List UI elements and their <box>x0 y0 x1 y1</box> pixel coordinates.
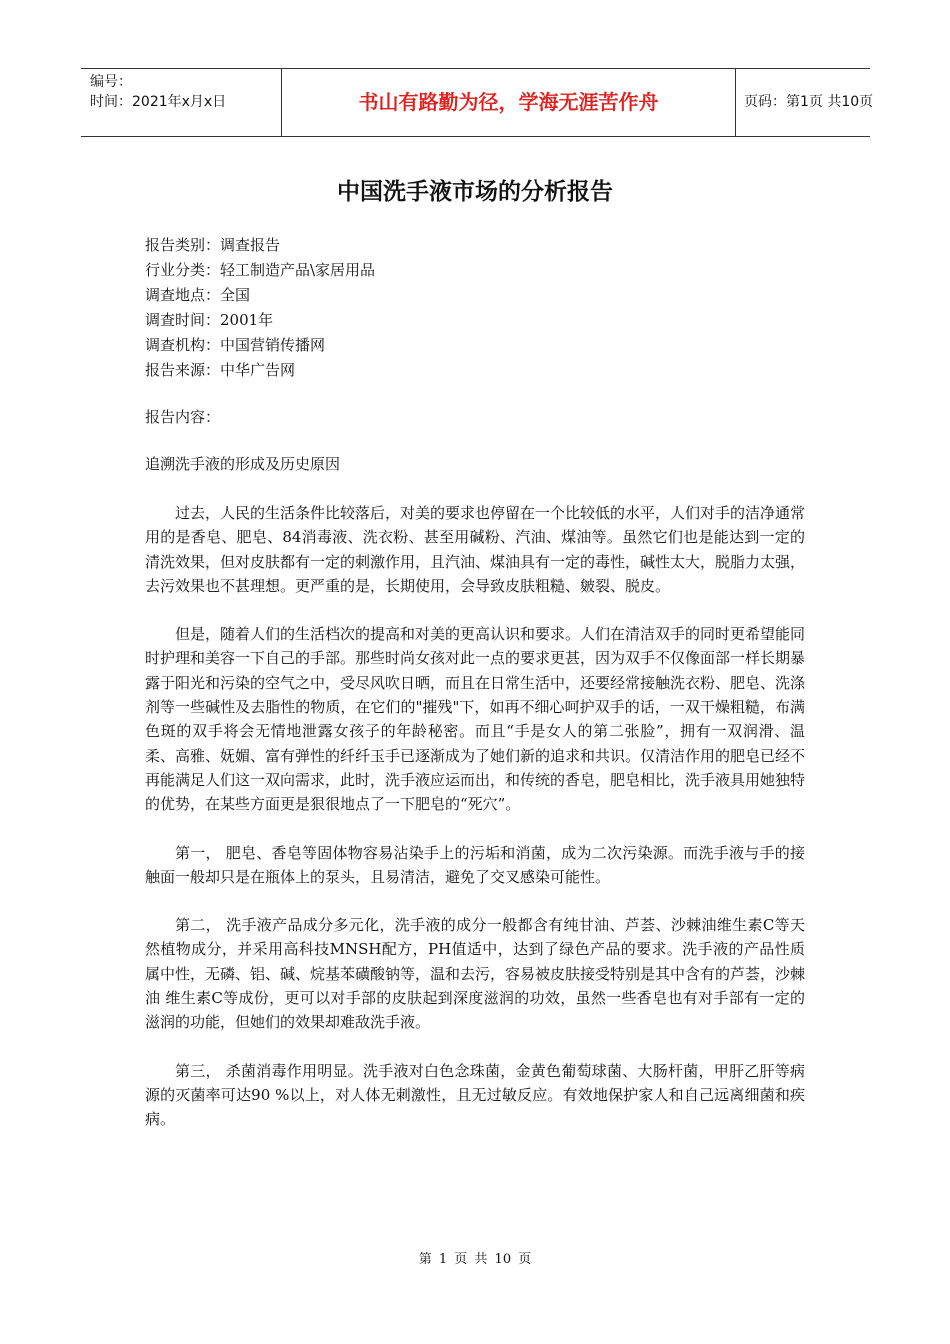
document-body <box>145 233 805 1132</box>
paragraph-2: 但是，随着人们的生活档次的提高和对美的更高认识和要求。人们在清洁双手的同时更希望能同时护理和美容一下自己的手部。那些时尚女孩对此一点的要求更甚，因为双手不仅像面部一样长期暴露于阳光和污染的空气之中，受尽风吹日晒，而且在日常生活中，还要经常接触洗衣粉、肥皂、洗涤剂等一些碱性及去脂性的物质，在它们的"摧残"下，如再不细心呵护双手的话，一双干燥粗糙，布满色斑的双手将会无情地泄露女孩子的年龄秘密。而且“手是女人的第二张脸”，拥有一双润滑、温柔、高雅、妩媚、富有弹性的纤纤玉手已逐渐成为了她们新的追求和共识。仅清洁作用的肥皂已经不再能满足人们这一双向需求，此时，洗手液应运而出，和传统的香皂，肥皂相比，洗手液具用她独特的优势，在某些方面更是狠很地点了一下肥皂的“死穴”。 <box>145 625 806 814</box>
content-label: 报告内容： <box>145 408 221 426</box>
meta-organization: 调查机构：中国营销传播网 <box>145 336 326 354</box>
section-title: 追溯洗手液的形成及历史原因 <box>145 455 341 473</box>
header-page-info: 页码：第1页 共10页 <box>744 94 874 110</box>
report-meta <box>145 233 805 383</box>
paragraph-point-2: 第二， 洗手液产品成分多元化，洗手液的成分一般都含有纯甘油、芦荟、沙棘油维生素C等天然植物成分，并采用高科技MNSH配方，PH值适中，达到了绿色产品的要求。洗手液的产品性质属中性，无磷、铝、碱、烷基苯磺酸钠等，温和去污，容易被皮肤接受特别是其中含有的芦荟，沙棘油 维生素C等成份，更可以对手部的皮肤起到深度滋润的功效，虽然一些香皂也有对手部有一定的滋润的功能，但她们的效果却难敌洗手液。 <box>145 916 806 1032</box>
meta-category: 报告类别：调查报告 <box>145 236 281 254</box>
meta-location: 调查地点：全国 <box>145 286 251 304</box>
header-left-cell <box>81 69 282 136</box>
header-motto: 书山有路勤为径，学海无涯苦作舟 <box>282 69 736 136</box>
date-label: 时间：2021年x月x日 <box>90 94 227 110</box>
serial-label: 编号： <box>90 74 132 90</box>
meta-time: 调查时间：2001年 <box>145 311 274 329</box>
paragraph-1: 过去，人民的生活条件比较落后，对美的要求也停留在一个比较低的水平，人们对手的洁净通常用的是香皂、肥皂、84消毒液、洗衣粉、甚至用碱粉、汽油、煤油等。虽然它们也是能达到一定的清洗效果，但对皮肤都有一定的刺激作用，且汽油、煤油具有一定的毒性，碱性太大，脱脂力太强，去污效果也不甚理想。更严重的是，长期使用，会导致皮肤粗糙、皴裂、脱皮。 <box>145 504 806 595</box>
paragraph-point-1: 第一， 肥皂、香皂等固体物容易沾染手上的污垢和消菌，成为二次污染源。而洗手液与手的接触面一般却只是在瓶体上的泵头，且易清洁，避免了交叉感染可能性。 <box>145 843 805 886</box>
paragraph-point-3: 第三， 杀菌消毒作用明显。洗手液对白色念珠菌，金黄色葡萄球菌、大肠杆菌，甲肝乙肝等病源的灭菌率可达90 %以上，对人体无刺激性，且无过敏反应。有效地保护家人和自己远离细菌和疾病。 <box>145 1061 805 1129</box>
page-header <box>81 68 874 137</box>
meta-industry: 行业分类：轻工制造产品\家居用品 <box>145 261 376 279</box>
document-title: 中国洗手液市场的分析报告 <box>337 179 613 205</box>
page-footer: 第 1 页 共 10 页 <box>418 1252 532 1267</box>
meta-source: 报告来源：中华广告网 <box>145 361 296 379</box>
